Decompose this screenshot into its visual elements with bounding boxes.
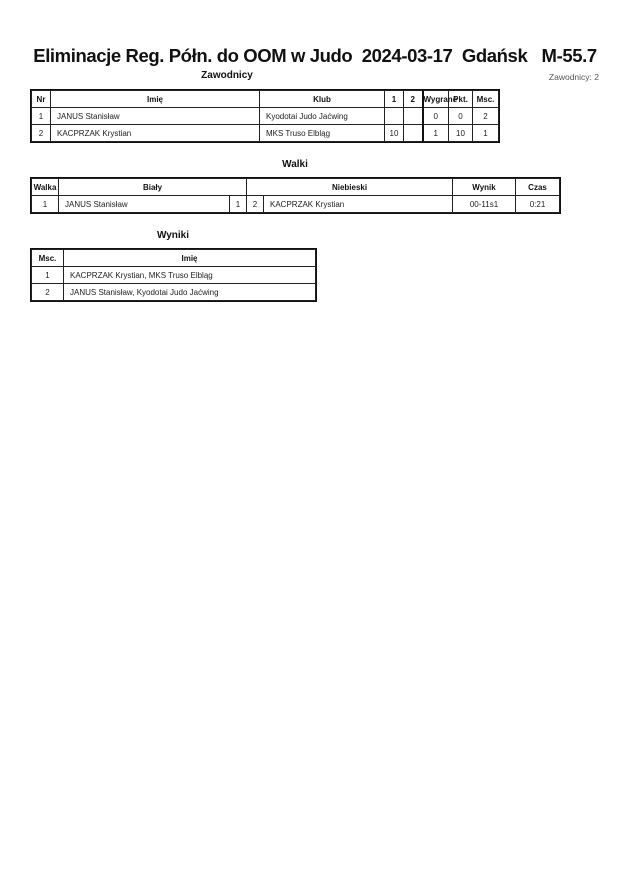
cell-wins: 0: [423, 108, 449, 125]
col-wins: Wygrane: [423, 91, 449, 108]
col-time: Czas: [516, 179, 560, 196]
competitors-table: [31, 90, 499, 142]
cell-name: JANUS Stanisław: [51, 108, 260, 125]
cell-place: 1: [32, 267, 64, 284]
cell-name: JANUS Stanisław, Kyodotai Judo Jaćwing: [64, 284, 316, 301]
cell-blue-number: 2: [247, 196, 264, 213]
cell-club: MKS Truso Elbląg: [260, 125, 385, 142]
table-row: [32, 284, 316, 301]
competitors-section-title: Zawodnicy: [201, 70, 253, 81]
col-club: Klub: [260, 91, 385, 108]
table-row: [32, 108, 499, 125]
col-blue: Niebieski: [247, 179, 453, 196]
cell-time: 0:21: [516, 196, 560, 213]
cell-name: KACPRZAK Krystian: [51, 125, 260, 142]
table-row: [32, 196, 560, 213]
page-title: Eliminacje Reg. Półn. do OOM w Judo 2024-03-17 Gdańsk M-55.7: [33, 45, 597, 66]
col-round-2: 2: [404, 91, 423, 108]
fights-header-row: [32, 179, 560, 196]
cell-place: 2: [32, 284, 64, 301]
cell-round-2: [404, 108, 423, 125]
cell-wins: 1: [423, 125, 449, 142]
table-row: [32, 125, 499, 142]
results-section-title: Wyniki: [156, 230, 190, 241]
cell-place: 2: [473, 108, 499, 125]
col-round-1: 1: [385, 91, 404, 108]
table-row: [32, 267, 316, 284]
competitors-header-row: [32, 91, 499, 108]
cell-result: 00-11s1: [453, 196, 516, 213]
cell-nr: 2: [32, 125, 51, 142]
col-nr: Nr: [32, 91, 51, 108]
cell-club: Kyodotai Judo Jaćwing: [260, 108, 385, 125]
cell-round-1: 10: [385, 125, 404, 142]
results-header-row: [32, 250, 316, 267]
col-result: Wynik: [453, 179, 516, 196]
cell-white-number: 1: [230, 196, 247, 213]
col-fight: Walka: [32, 179, 59, 196]
fights-section-title: Walki: [282, 159, 308, 170]
col-white: Biały: [59, 179, 247, 196]
col-name: Imię: [51, 91, 260, 108]
results-table: [31, 249, 316, 301]
cell-round-1: [385, 108, 404, 125]
cell-nr: 1: [32, 108, 51, 125]
col-points: Pkt.: [449, 91, 473, 108]
col-place: Msc.: [473, 91, 499, 108]
cell-round-2: [404, 125, 423, 142]
col-name: Imię: [64, 250, 316, 267]
cell-blue: KACPRZAK Krystian: [264, 196, 453, 213]
cell-white: JANUS Stanisław: [59, 196, 230, 213]
cell-fight: 1: [32, 196, 59, 213]
cell-name: KACPRZAK Krystian, MKS Truso Elbląg: [64, 267, 316, 284]
cell-points: 0: [449, 108, 473, 125]
competitors-count: Zawodnicy: 2: [548, 72, 599, 82]
cell-points: 10: [449, 125, 473, 142]
cell-place: 1: [473, 125, 499, 142]
fights-table: [31, 178, 560, 213]
col-place: Msc.: [32, 250, 64, 267]
